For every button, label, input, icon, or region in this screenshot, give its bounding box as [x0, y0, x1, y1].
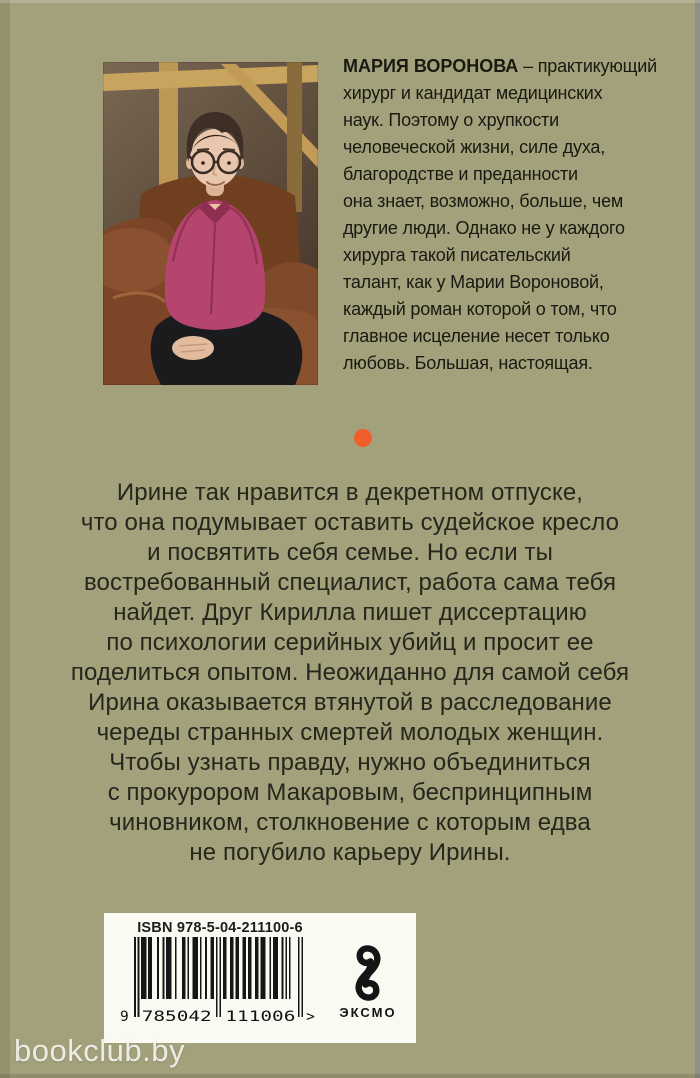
bio-line: талант, как у Марии Вороновой, [343, 272, 604, 292]
barcode [118, 937, 318, 1028]
page-edge-right [695, 0, 700, 1078]
author-photo-illustration [103, 62, 318, 385]
ean13-barcode-icon [118, 937, 318, 1023]
annotation-line: чиновником, столкновение с которым едва [109, 809, 591, 836]
book-annotation [20, 478, 680, 868]
bio-line: другие люди. Однако не у каждого [343, 218, 625, 238]
svg-text:>: > [306, 1009, 315, 1023]
author-name-suffix: – практикующий [518, 56, 657, 76]
bio-line: наук. Поэтому о хрупкости [343, 110, 559, 130]
author-name: МАРИЯ ВОРОНОВА [343, 56, 519, 76]
bio-first-line [343, 53, 665, 80]
annotation-line: поделиться опытом. Неожиданно для самой себя [70, 659, 630, 686]
annotation-line: по психологии серийных убийц и просит ее [106, 629, 594, 656]
separator-dot [354, 429, 372, 447]
author-photo [103, 62, 318, 385]
annotation-line: Ирине так нравится в декретном отпуске, [116, 479, 584, 506]
svg-text:111006: 111006 [225, 1009, 296, 1023]
isbn-panel [104, 913, 416, 1043]
bio-lines [343, 80, 665, 377]
bio-line: любовь. Большая, настоящая. [343, 353, 593, 373]
publisher-logo [322, 939, 414, 1020]
annotation-line: найдет. Друг Кирилла пишет диссертацию [113, 599, 587, 626]
bio-line: она знает, возможно, больше, чем [343, 191, 624, 211]
bio-line: хирурга такой писательский [343, 245, 571, 265]
page-edge-bottom [0, 1074, 700, 1078]
bio-line: хирург и кандидат медицинских [343, 83, 603, 103]
annotation-line: Чтобы узнать правду, нужно объединиться [109, 749, 591, 776]
annotation-line: череды странных смертей молодых женщин. [96, 719, 604, 746]
annotation-line: что она подумывает оставить судейское кресло [80, 509, 620, 536]
bio-line: благородстве и преданности [343, 164, 578, 184]
isbn-label: ISBN 978-5-04-211100-6 [137, 920, 303, 936]
page-edge-left [0, 0, 10, 1078]
annotation-line: не погубило карьеру Ирины. [189, 839, 511, 866]
svg-text:785042: 785042 [141, 1009, 212, 1023]
annotation-line: востребованный специалист, работа сама тебя [83, 569, 617, 596]
annotation-line: и посвятить себя семье. Но если ты [147, 539, 553, 566]
publisher-name: ЭКСМО [339, 1005, 397, 1020]
annotation-line: Ирина оказывается втянутой в расследование [88, 689, 612, 716]
annotation-line: с прокурором Макаровым, беспринципным [107, 779, 593, 806]
bio-line: каждый роман которой о том, что [343, 299, 617, 319]
page-edge-top [0, 0, 700, 3]
watermark-bookclub: bookclub.by [14, 1033, 185, 1068]
bio-line: главное исцеление несет только [343, 326, 610, 346]
author-bio [343, 53, 665, 377]
bio-line: человеческой жизни, силе духа, [343, 137, 606, 157]
eksmo-swirl-icon [342, 943, 394, 1003]
svg-text:9: 9 [120, 1009, 129, 1023]
